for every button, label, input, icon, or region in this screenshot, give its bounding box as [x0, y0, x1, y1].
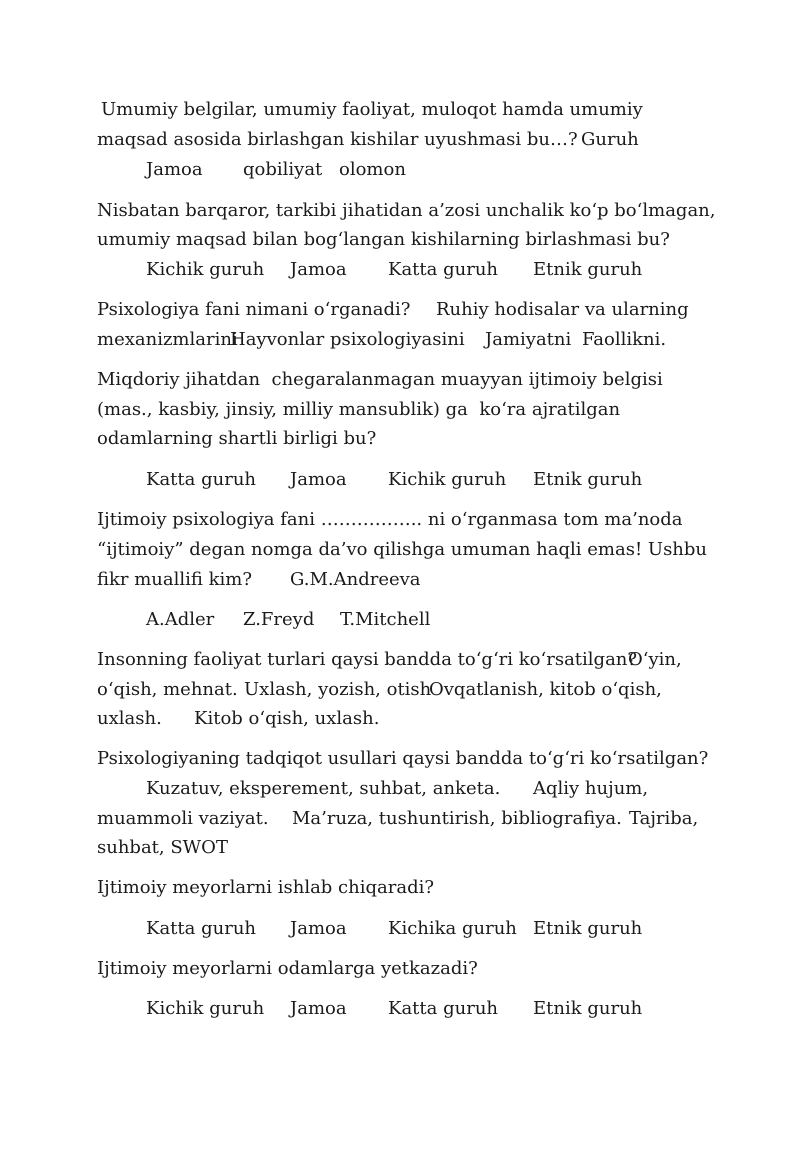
q7-line-2 — [0, 774, 649, 804]
q6-text-1: Insonning faoliyat turlari qaysi bandda to‘g‘ri ko‘rsatilgan? — [97, 649, 638, 670]
q5-text-1: Ijtimoiy psixologiya fani …………….. ni o‘rganmasa tom ma’noda — [97, 509, 683, 530]
q5-option-4: T.Mitchell — [340, 609, 431, 630]
q1-text-1: Umumiy belgilar, umumiy faoliyat, muloqot hamda umumiy — [101, 99, 643, 120]
q8-line-2 — [0, 914, 643, 944]
q2-option-2: Jamoa — [290, 259, 347, 280]
q7-text-1: Psixologiyaning tadqiqot usullari qaysi bandda to‘g‘ri ko‘rsatilgan? — [97, 748, 709, 769]
q8-option-2: Jamoa — [290, 918, 347, 939]
q1-option-1: Guruh — [581, 129, 639, 150]
q1-line-2 — [0, 125, 639, 155]
q6-option-3a: Ovqatlanish, kitob o‘qish, — [429, 679, 662, 700]
q9-option-2: Jamoa — [290, 998, 347, 1019]
q2-option-1: Kichik guruh — [146, 259, 265, 280]
q2-text-1: Nisbatan barqaror, tarkibi jihatidan a’zosi unchalik ko‘p bo‘lmagan, — [97, 200, 716, 221]
q2-option-3: Katta guruh — [388, 259, 499, 280]
q7-option-4a: Tajriba, — [629, 808, 699, 829]
q4-option-4: Etnik guruh — [533, 469, 643, 490]
q3-option-4: Faollikni. — [582, 329, 667, 350]
q1-option-4: olomon — [339, 159, 406, 180]
q2-option-4: Etnik guruh — [533, 259, 643, 280]
q6-line-3 — [0, 704, 380, 734]
q4-line-2 — [0, 395, 621, 425]
q9-line-1 — [0, 954, 478, 984]
q3-option-1b: mexanizmlarini — [97, 329, 238, 350]
q1-line-3 — [0, 155, 406, 185]
q4-option-3: Kichik guruh — [388, 469, 507, 490]
q3-option-1a: Ruhiy hodisalar va ularning — [436, 299, 689, 320]
q7-line-4 — [0, 833, 228, 863]
q9-option-1: Kichik guruh — [146, 998, 265, 1019]
q6-option-4: Kitob o‘qish, uxlash. — [194, 708, 380, 729]
q1-option-2: Jamoa — [146, 159, 203, 180]
q7-option-4b: suhbat, SWOT — [97, 837, 228, 858]
q6-line-1 — [0, 645, 682, 675]
q5-line-3 — [0, 565, 421, 595]
q4-text-1: Miqdoriy jihatdan chegaralanmagan muayyan ijtimoiy belgisi — [97, 369, 663, 390]
q4-text-3: odamlarning shartli birligi bu? — [97, 428, 377, 449]
q6-option-2: Uxlash, yozish, otish — [244, 679, 432, 700]
q5-option-2: A.Adler — [146, 609, 215, 630]
q6-option-1b: o‘qish, mehnat. — [97, 679, 238, 700]
q3-line-1 — [0, 295, 689, 325]
q9-text-1: Ijtimoiy meyorlarni odamlarga yetkazadi? — [97, 958, 478, 979]
q3-option-2: Hayvonlar psixologiyasini — [230, 329, 465, 350]
q8-text-1: Ijtimoiy meyorlarni ishlab chiqaradi? — [97, 877, 434, 898]
q5-option-3: Z.Freyd — [243, 609, 315, 630]
q4-line-4 — [0, 465, 643, 495]
q5-text-3: fikr muallifi kim? — [97, 569, 253, 590]
q9-line-2 — [0, 994, 643, 1024]
q2-line-3 — [0, 255, 643, 285]
q5-text-2: “ijtimoiy” degan nomga da’vo qilishga umuman haqli emas! Ushbu — [97, 539, 708, 560]
q4-option-2: Jamoa — [290, 469, 347, 490]
q6-option-1a: O‘yin, — [628, 649, 682, 670]
q8-option-4: Etnik guruh — [533, 918, 643, 939]
q7-line-1 — [0, 744, 709, 774]
q9-option-4: Etnik guruh — [533, 998, 643, 1019]
q3-text-1: Psixologiya fani nimani o‘rganadi? — [97, 299, 411, 320]
q4-line-3 — [0, 424, 377, 454]
q4-text-2: (mas., kasbiy, jinsiy, milliy mansublik) ga ko‘ra ajratilgan — [97, 399, 621, 420]
q6-line-2 — [0, 675, 662, 705]
q7-option-2b: muammoli vaziyat. — [97, 808, 269, 829]
q1-option-3: qobiliyat — [243, 159, 323, 180]
q4-line-1 — [0, 365, 663, 395]
q4-option-1: Katta guruh — [146, 469, 257, 490]
q2-line-2 — [0, 225, 670, 255]
q2-text-2: umumiy maqsad bilan bog‘langan kishilarning birlashmasi bu? — [97, 229, 670, 250]
q5-option-1: G.M.Andreeva — [290, 569, 421, 590]
q7-option-3: Ma’ruza, tushuntirish, bibliografiya. — [292, 808, 622, 829]
q8-option-1: Katta guruh — [146, 918, 257, 939]
q1-text-2: maqsad asosida birlashgan kishilar uyushmasi bu…? — [97, 129, 578, 150]
q7-option-2a: Aqliy hujum, — [533, 778, 649, 799]
q5-line-4 — [0, 605, 431, 635]
q6-option-3b: uxlash. — [97, 708, 162, 729]
q5-line-1 — [0, 505, 683, 535]
q5-line-2 — [0, 535, 708, 565]
q9-option-3: Katta guruh — [388, 998, 499, 1019]
q3-option-3: Jamiyatni — [485, 329, 572, 350]
q8-option-3: Kichika guruh — [388, 918, 517, 939]
q7-line-3 — [0, 804, 699, 834]
q7-option-1: Kuzatuv, eksperement, suhbat, anketa. — [146, 778, 501, 799]
q3-line-2 — [0, 325, 667, 355]
q8-line-1 — [0, 873, 434, 903]
q2-line-1 — [0, 196, 716, 226]
q1-line-1 — [0, 95, 643, 125]
